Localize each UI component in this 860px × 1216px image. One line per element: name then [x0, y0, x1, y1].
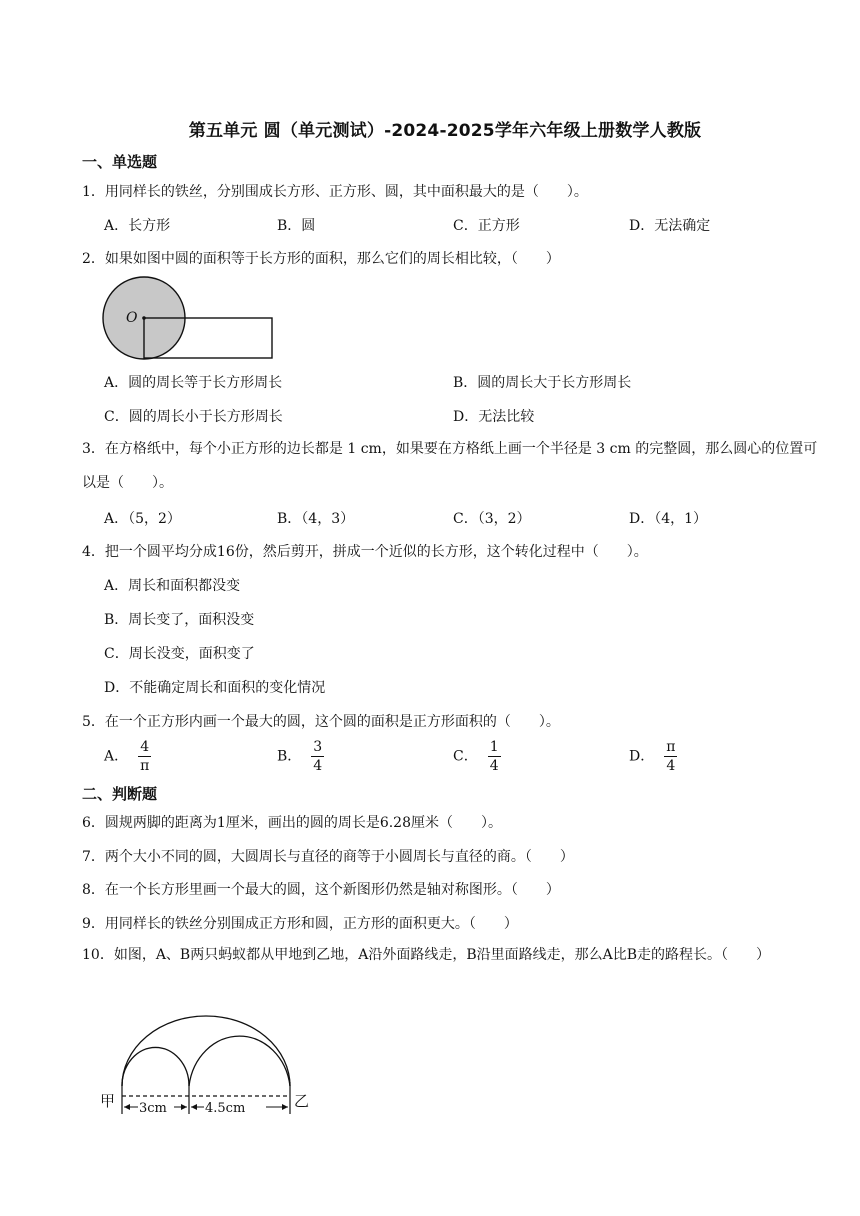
- start-point-label: 甲: [100, 1092, 116, 1110]
- fraction-denominator: π: [140, 758, 150, 774]
- q3-option-b: B．（4，3）: [277, 511, 355, 527]
- fraction-numerator: π: [666, 739, 676, 755]
- q5-option-b-label: B．: [277, 748, 302, 765]
- fraction-numerator: 4: [138, 738, 151, 757]
- fraction-numerator: 3: [313, 739, 323, 755]
- fraction-denominator: 4: [666, 758, 676, 774]
- question-5: 5．在一个正方形内画一个最大的圆，这个圆的面积是正方形面积的（ ）。: [82, 714, 560, 730]
- q5-option-d-fraction: [664, 738, 677, 775]
- circle-rectangle-figure: [100, 276, 276, 362]
- dimension-label-3cm: 3cm: [139, 1101, 167, 1116]
- q5-option-a-fraction: [138, 738, 151, 775]
- circle-center-label: O: [126, 310, 138, 326]
- q4-option-c: C．周长没变，面积变了: [104, 646, 255, 662]
- fraction-denominator: 4: [489, 758, 499, 774]
- section-heading-single-choice: 一、单选题: [82, 153, 158, 171]
- q4-option-b: B．周长变了，面积没变: [104, 612, 255, 628]
- question-6: 6．圆规两脚的距离为1厘米，画出的圆的周长是6.28厘米（ ）。: [82, 815, 502, 831]
- q1-option-d: D．无法确定: [629, 218, 711, 234]
- q2-option-c: C．圆的周长小于长方形周长: [104, 409, 283, 425]
- q5-option-c: [453, 738, 501, 775]
- question-3: 3．在方格纸中，每个小正方形的边长都是 1 cm，如果要在方格纸上画一个半径是 3 cm 的完整圆，那么圆心的位置可以是（ ）。: [82, 441, 818, 491]
- q4-option-d: D．不能确定周长和面积的变化情况: [104, 680, 326, 696]
- q1-option-c: C．正方形: [453, 218, 520, 234]
- q5-option-a: [104, 738, 151, 775]
- question-2: 2．如果如图中圆的面积等于长方形的面积，那么它们的周长相比较，（ ）: [82, 251, 560, 267]
- question-7: 7．两个大小不同的圆，大圆周长与直径的商等于小圆周长与直径的商。（ ）: [82, 849, 574, 865]
- q3-option-d: D．（4，1）: [629, 511, 708, 527]
- question-10: 10．如图，A、B两只蚂蚁都从甲地到乙地，A沿外面路线走，B沿里面路线走，那么A比B走的路程长。（ ）: [82, 947, 771, 963]
- q1-option-b: B．圆: [277, 218, 316, 234]
- q1-option-a: A．长方形: [104, 218, 171, 234]
- q5-option-c-label: C．: [453, 748, 478, 765]
- q5-option-b-fraction: [311, 738, 324, 775]
- question-9: 9．用同样长的铁丝分别围成正方形和圆，正方形的面积更大。（ ）: [82, 916, 518, 932]
- question-4: 4．把一个圆平均分成16份，然后剪开，拼成一个近似的长方形，这个转化过程中（ ）。: [82, 544, 648, 560]
- q3-option-c: C．（3，2）: [453, 511, 531, 527]
- q5-option-c-fraction: [488, 738, 501, 775]
- fraction-numerator: 1: [489, 739, 499, 755]
- q5-option-b: [277, 738, 324, 775]
- q4-option-a: A．周长和面积都没变: [104, 578, 241, 594]
- question-1: 1．用同样长的铁丝，分别围成长方形、正方形、圆，其中面积最大的是（ ）。: [82, 184, 588, 200]
- q3-option-a: A．（5，2）: [104, 511, 181, 527]
- section-heading-true-false: 二、判断题: [82, 785, 158, 803]
- semicircle-paths-figure: [98, 1010, 318, 1122]
- q2-option-d: D．无法比较: [453, 409, 535, 425]
- fraction-denominator: 4: [313, 758, 323, 774]
- end-point-label: 乙: [294, 1092, 310, 1110]
- q2-option-b: B．圆的周长大于长方形周长: [453, 375, 632, 391]
- q5-option-a-label: A．: [104, 748, 129, 765]
- question-8: 8．在一个长方形里画一个最大的圆，这个新图形仍然是轴对称图形。（ ）: [82, 882, 560, 898]
- q5-option-d: [629, 738, 677, 775]
- dimension-label-4-5cm: 4.5cm: [205, 1101, 246, 1116]
- q5-option-d-label: D．: [629, 748, 655, 765]
- q2-option-a: A．圆的周长等于长方形周长: [104, 375, 283, 391]
- page-title: 第五单元 圆（单元测试）-2024-2025学年六年级上册数学人教版: [188, 121, 702, 141]
